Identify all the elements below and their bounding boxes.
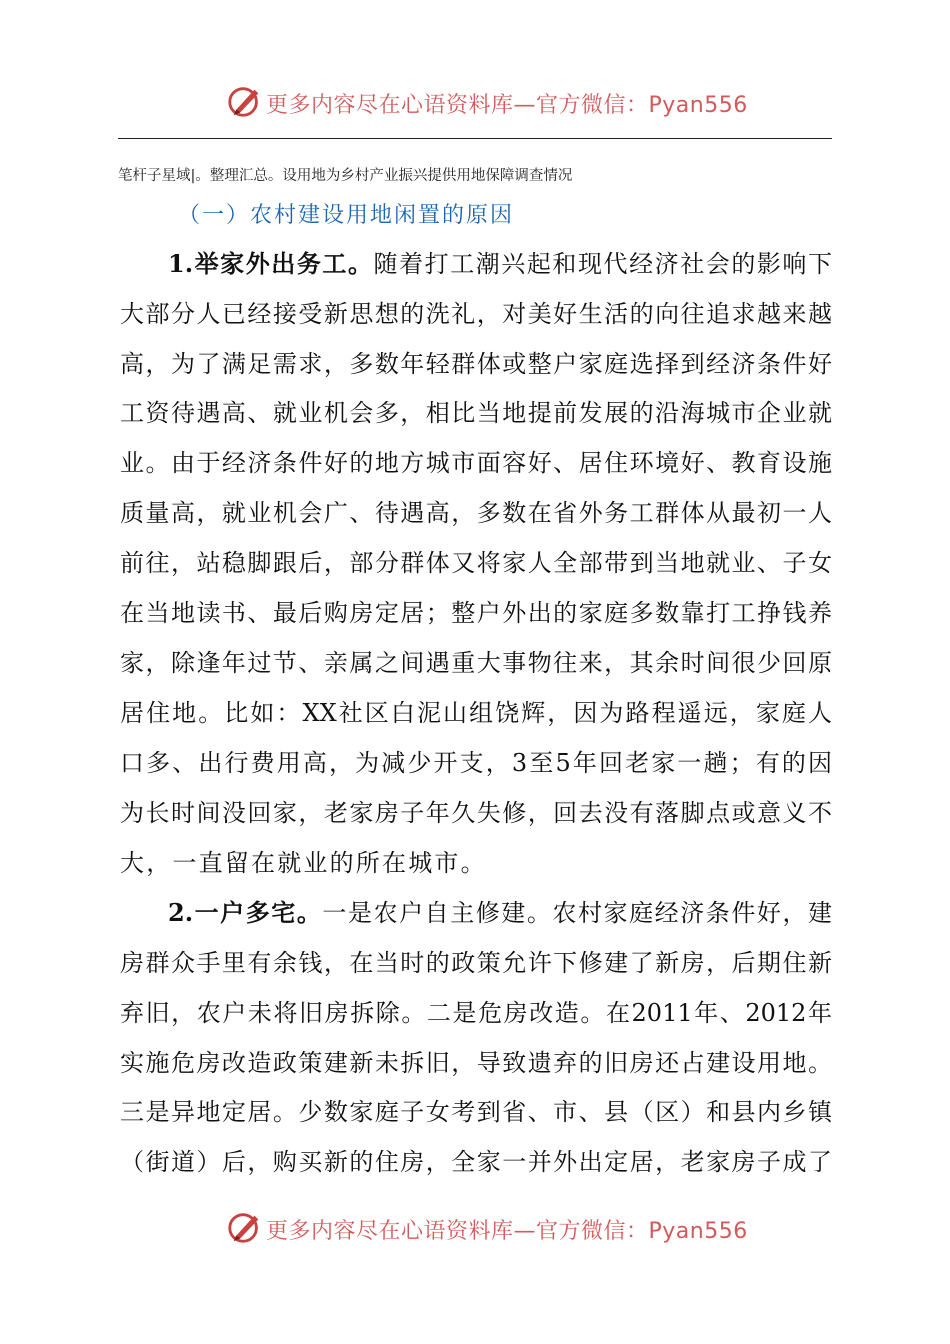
paragraph-1-line: 大，一直留在就业的所在城市。 <box>120 849 487 877</box>
paragraph-1-line <box>168 244 832 284</box>
paragraph-2-line: 三是异地定居。少数家庭子女考到省、市、县（区）和县内乡镇 <box>120 1098 832 1126</box>
paragraph-1-line: 家，除逢年过节、亲属之间遇重大事物往来，其余时间很少回原 <box>120 649 832 677</box>
paragraph-1-line: 质量高，就业机会广、待遇高，多数在省外务工群体从最初一人 <box>120 499 832 527</box>
paragraph-2-line: 弃旧，农户未将旧房拆除。二是危房改造。在2011年、2012年 <box>120 999 832 1027</box>
paragraph-2-line: （街道）后，购买新的住房，全家一并外出定居，老家房子成了 <box>120 1148 832 1176</box>
paragraph-1-line: 工资待遇高、就业机会多，相比当地提前发展的沿海城市企业就 <box>120 399 832 427</box>
paragraph-1-text: 随着打工潮兴起和现代经济社会的影响下 <box>373 250 832 278</box>
paragraph-2-line <box>168 893 832 933</box>
watermark-text: 更多内容尽在心语资料库—官方微信：Pyan556 <box>266 1219 748 1244</box>
paragraph-1-line: 业。由于经济条件好的地方城市面容好、居住环境好、教育设施 <box>120 449 832 477</box>
running-header: 笔杆子星域|。整理汇总。设用地为乡村产业振兴提供用地保障调查情况 <box>118 168 573 184</box>
paragraph-2-lead: 2.一户多宅。 <box>168 898 323 927</box>
pen-logo-icon <box>226 1208 264 1246</box>
watermark-banner-top <box>0 78 950 128</box>
pen-logo-icon <box>226 82 264 120</box>
paragraph-1-line: 前往，站稳脚跟后，部分群体又将家人全部带到当地就业、子女 <box>120 549 832 577</box>
paragraph-1-line: 口多、出行费用高，为减少开支，3至5年回老家一趟；有的因 <box>120 749 832 777</box>
watermark-text: 更多内容尽在心语资料库—官方微信：Pyan556 <box>266 93 748 118</box>
paragraph-1-line: 高，为了满足需求，多数年轻群体或整户家庭选择到经济条件好 <box>120 350 832 378</box>
paragraph-2-line: 房群众手里有余钱，在当时的政策允许下修建了新房，后期住新 <box>120 949 832 977</box>
paragraph-1-line: 居住地。比如：XX社区白泥山组饶辉，因为路程遥远，家庭人 <box>120 699 832 727</box>
watermark-banner-bottom <box>0 1204 950 1254</box>
paragraph-1-line: 为长时间没回家，老家房子年久失修，回去没有落脚点或意义不 <box>120 799 832 827</box>
paragraph-1-lead: 1.举家外出务工。 <box>168 249 374 278</box>
section-heading: （一）农村建设用地闲置的原因 <box>178 203 515 228</box>
paragraph-1-line: 在当地读书、最后购房定居；整户外出的家庭多数靠打工挣钱养 <box>120 599 832 627</box>
paragraph-1-line: 大部分人已经接受新思想的洗礼，对美好生活的向往追求越来越 <box>120 300 832 328</box>
paragraph-2-line: 实施危房改造政策建新未拆旧，导致遗弃的旧房还占建设用地。 <box>120 1049 832 1077</box>
header-divider <box>118 138 832 139</box>
paragraph-2-text: 一是农户自主修建。农村家庭经济条件好，建 <box>322 899 832 927</box>
